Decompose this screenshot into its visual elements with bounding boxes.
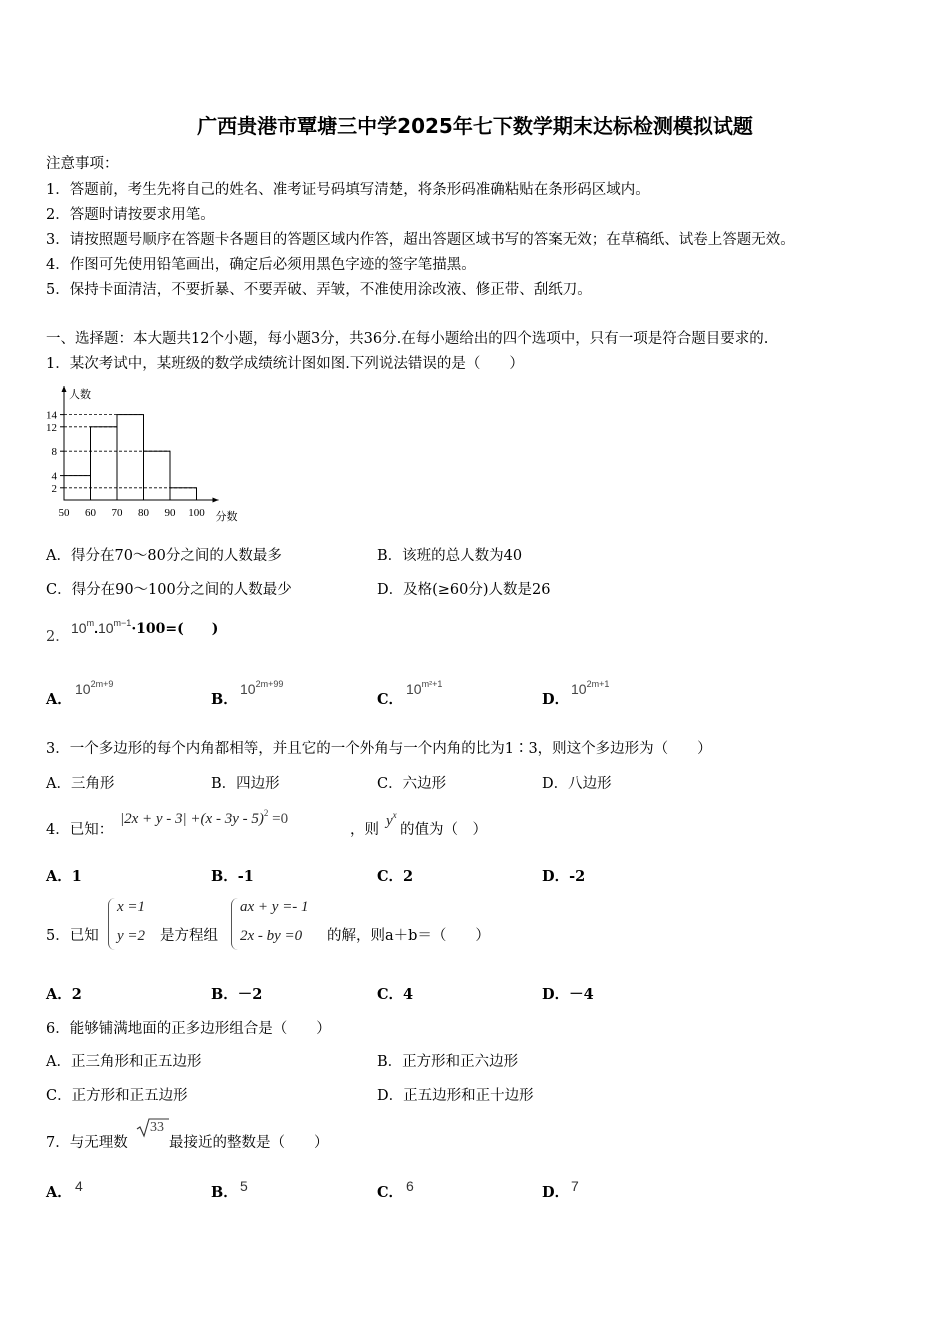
q2-option-a-label: A． <box>46 691 72 708</box>
q2-option-b-label: B． <box>211 691 238 708</box>
x-tick-label: 50 <box>58 507 70 519</box>
q1-option-c: C．得分在90～100分之间的人数最少 <box>46 582 292 598</box>
q1-option-a: A．得分在70～80分之间的人数最多 <box>46 548 282 564</box>
q5-option-a: A．2 <box>46 986 82 1003</box>
q2-option-c-value: $10^{m^2+1}$ <box>406 679 443 697</box>
notice-item: 5．保持卡面清洁，不要折暴、不要弄破、弄皱，不准使用涂改液、修正带、刮纸刀。 <box>46 282 592 298</box>
q2-option-d-label: D． <box>542 691 570 708</box>
histogram-bar <box>91 427 118 500</box>
q4-mid: ，则 <box>350 822 379 838</box>
q5-tail: 的解，则a＋b＝（ ） <box>327 928 490 944</box>
q2-base-a: 10 <box>71 620 87 636</box>
x-tick-label: 70 <box>111 507 123 519</box>
q5-sys2-line1: ax + y =- 1 <box>240 899 309 915</box>
q3-option-b: B．四边形 <box>211 776 280 792</box>
q4-power: $y^x$ <box>386 810 397 829</box>
q5-mid: 是方程组 <box>160 928 218 944</box>
notice-item: 4．作图可先使用铅笔画出，确定后必须用黑色字迹的签字笔描黑。 <box>46 257 476 273</box>
section-heading: 一、选择题：本大题共12个小题，每小题3分，共36分.在每小题给出的四个选项中，只有一项是符合题目要求的. <box>46 331 769 347</box>
q4-option-a: A．1 <box>46 868 82 885</box>
q7-option-b-value: 5 <box>240 1178 248 1194</box>
q6-option-b: B．正方形和正六边形 <box>377 1054 519 1070</box>
histogram-bar <box>117 415 144 500</box>
q4-lead: 4．已知： <box>46 822 114 838</box>
q1-option-d: D．及格(≥60分)人数是26 <box>377 582 551 598</box>
q7-option-d-value: 7 <box>571 1178 579 1194</box>
q3-option-c: C．六边形 <box>377 776 447 792</box>
y-axis-label: 人数 <box>69 388 91 401</box>
x-axis-label: 分数 <box>215 510 238 523</box>
q5-option-d: D．－4 <box>542 986 594 1003</box>
q3-option-a: A．三角形 <box>46 776 115 792</box>
q7-option-a-value: 4 <box>75 1178 83 1194</box>
chart-guides <box>64 415 197 488</box>
y-axis-arrow <box>62 386 67 392</box>
q6-option-d: D．正五边形和正十边形 <box>377 1088 534 1104</box>
q2-tail: ·100=( ) <box>131 621 219 637</box>
x-tick-label: 100 <box>188 507 205 519</box>
q5-sys2-line2: 2x - by =0 <box>240 928 303 944</box>
q5-lead: 5．已知 <box>46 928 99 944</box>
q2-option-d-value: $10^{2m+1}$ <box>571 679 610 697</box>
q1-stem: 1．某次考试中，某班级的数学成绩统计图如图.下列说法错误的是（ ） <box>46 356 524 372</box>
x-tick-label: 80 <box>138 507 149 519</box>
q7-radicand: 33 <box>150 1120 164 1135</box>
q7-option-a-label: A． <box>46 1184 72 1201</box>
q4-option-c: C．2 <box>377 868 414 885</box>
q2-exp-b: m−1 <box>113 618 132 628</box>
q1-histogram-chart <box>40 382 270 527</box>
q2-expression <box>71 618 218 638</box>
q4-formula: |2x + y - 3| +(x - 3y - 5)$^2$ =0 <box>120 808 289 827</box>
q2-base-b: 10 <box>97 620 114 636</box>
q6-option-a: A．正三角形和正五边形 <box>46 1054 202 1070</box>
q5-option-b: B．－2 <box>211 986 263 1003</box>
q2-option-a-value: $10^{2m+9}$ <box>75 679 114 697</box>
q7-option-c-value: 6 <box>406 1178 414 1194</box>
histogram-bar <box>170 488 197 500</box>
q4-option-d: D．-2 <box>542 868 586 885</box>
notice-item: 2．答题时请按要求用笔。 <box>46 207 215 223</box>
q2-dot: . <box>94 620 98 636</box>
x-tick-label: 60 <box>85 507 96 519</box>
notice-heading: 注意事项： <box>46 156 119 172</box>
q2-number: 2． <box>46 629 70 645</box>
q5-sys1-line1: x =1 <box>117 899 146 915</box>
chart-axes <box>60 386 219 503</box>
y-tick-label: 8 <box>51 446 57 459</box>
q1-option-b: B．该班的总人数为40 <box>377 548 523 564</box>
q2-exp-a: m <box>86 618 95 628</box>
y-tick-label: 2 <box>51 482 57 495</box>
y-tick-label: 4 <box>51 470 57 483</box>
q5-option-c: C．4 <box>377 986 414 1003</box>
q4-option-b: B．-1 <box>211 868 254 885</box>
chart-bars <box>64 415 197 500</box>
q7-option-b-label: B． <box>211 1184 238 1201</box>
q7-option-c-label: C． <box>377 1184 404 1201</box>
chart-labels <box>46 387 238 523</box>
q5-brace-1 <box>108 898 115 950</box>
q7-option-d-label: D． <box>542 1184 570 1201</box>
q2-option-b-value: $10^{2m+99}$ <box>240 679 284 697</box>
x-axis-arrow <box>213 498 219 503</box>
x-tick-label: 90 <box>164 507 176 519</box>
y-tick-label: 12 <box>46 421 57 434</box>
histogram-bar <box>144 451 171 500</box>
q5-brace-2 <box>231 898 238 950</box>
page-title: 广西贵港市覃塘三中学2025年七下数学期末达标检测模拟试题 <box>197 114 753 138</box>
q2-option-c-label: C． <box>377 691 404 708</box>
q3-stem: 3．一个多边形的每个内角都相等，并且它的一个外角与一个内角的比为1∶3，则这个多边形为（ ） <box>46 741 712 757</box>
notice-item: 3．请按照题号顺序在答题卡各题目的答题区域内作答，超出答题区域书写的答案无效；在草稿纸、试卷上答题无效。 <box>46 232 795 248</box>
notice-item: 1．答题前，考生先将自己的姓名、准考证号码填写清楚，将条形码准确粘贴在条形码区域内。 <box>46 182 650 198</box>
q6-option-c: C．正方形和正五边形 <box>46 1088 188 1104</box>
q4-tail: 的值为（ ） <box>400 822 487 838</box>
y-tick-label: 14 <box>46 409 57 422</box>
q7-tail: 最接近的整数是（ ） <box>169 1135 329 1151</box>
q7-lead: 7．与无理数 <box>46 1135 128 1151</box>
q6-stem: 6．能够铺满地面的正多边形组合是（ ） <box>46 1021 331 1037</box>
q5-sys1-line2: y =2 <box>117 928 146 944</box>
q3-option-d: D．八边形 <box>542 776 612 792</box>
